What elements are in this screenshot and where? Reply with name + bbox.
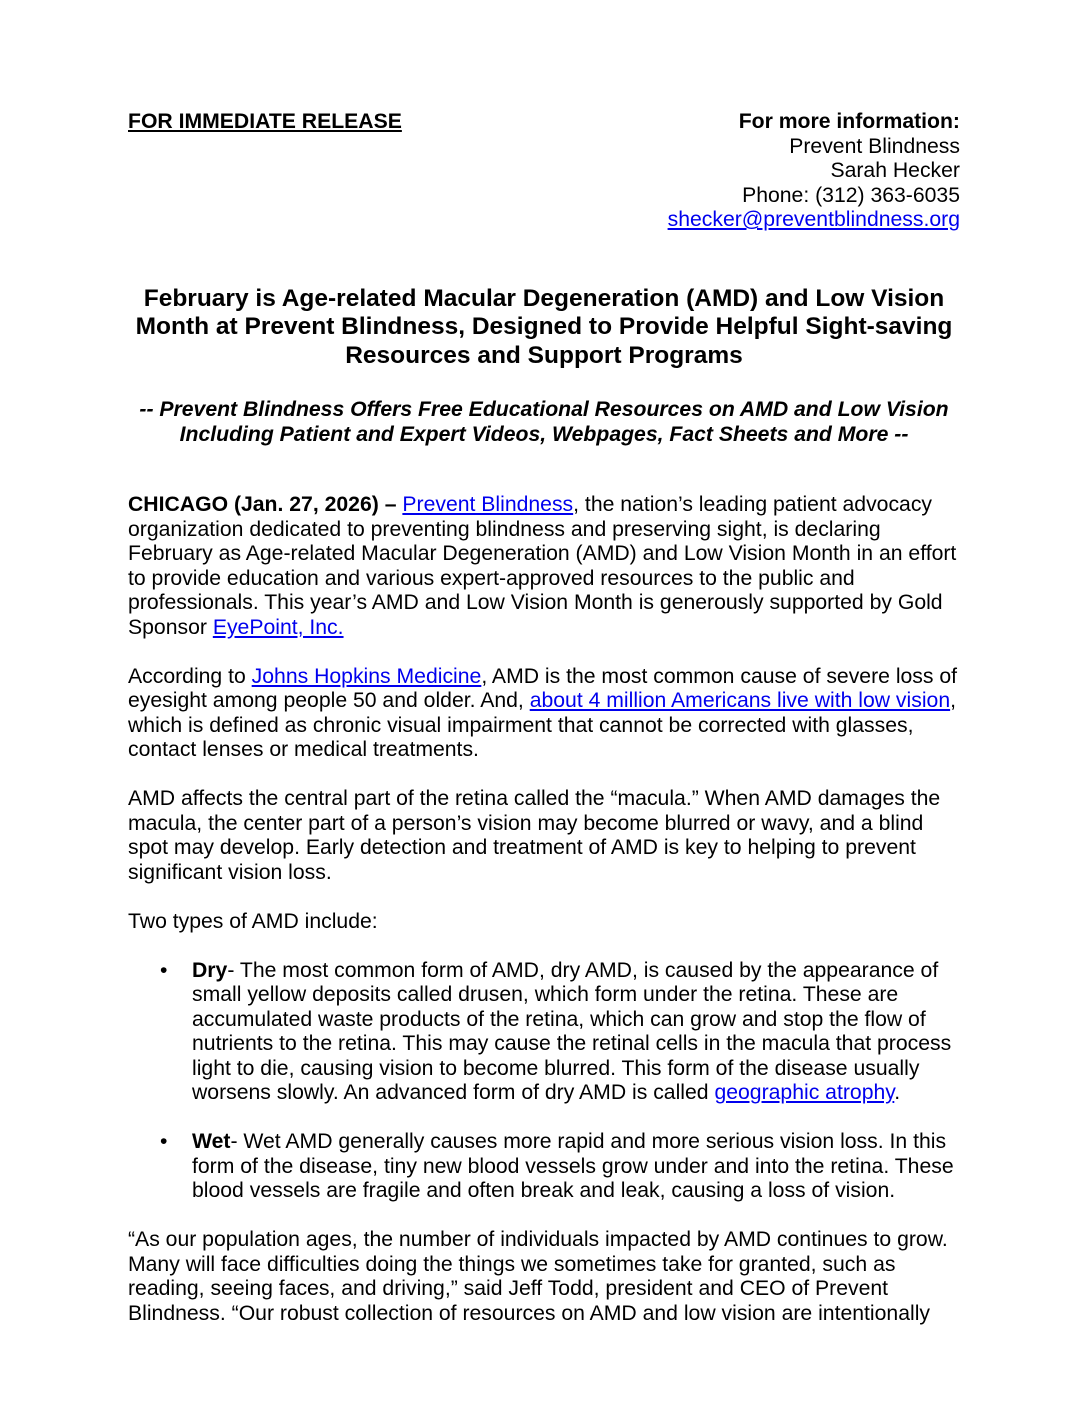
- page-subtitle: [128, 398, 960, 447]
- prevent-blindness-link[interactable]: Prevent Blindness: [402, 493, 574, 517]
- contact-org: Prevent Blindness: [789, 134, 960, 158]
- page-subtitle-line: -- Prevent Blindness Offers Free Educational Resources on AMD and Low Vision: [139, 398, 949, 422]
- contact-heading: For more information:: [738, 110, 960, 133]
- text-segment: Dry: [192, 958, 228, 982]
- text-segment: According to: [128, 664, 252, 688]
- paragraph-according-to: [128, 665, 960, 763]
- paragraph-amd-affects: AMD affects the central part of the retina called the “macula.” When AMD damages the macula, the center part of a person’s vision may become blurred or wavy, and a blind spot may develop. Early detection and treatment of AMD is key to helping to prevent significant vision loss.: [128, 787, 941, 884]
- release-label: FOR IMMEDIATE RELEASE: [128, 110, 402, 133]
- text-segment: , the nation’s leading patient advocacy organization dedicated to preventing blindness and preserving sight, is declaring February as Age-related Macular Degeneration (AMD) and Low Vision Month in an effort to provide education and various expert-approved resources to the public and professionals. This year’s AMD and Low Vision Month is generously supported by Gold Sponsor: [128, 493, 957, 639]
- list-item-wet: [128, 1130, 960, 1204]
- johns-hopkins-link[interactable]: Johns Hopkins Medicine: [251, 664, 482, 688]
- text-segment: , AMD is the most common cause of severe loss of eyesight among people 50 and older. And,: [128, 664, 958, 713]
- text-segment: - The most common form of AMD, dry AMD, is caused by the appearance of small yellow deposits called drusen, which form under the retina. These are accumulated waste products of the retina, which can grow and stop the flow of nutrients to the retina. This may cause the retinal cells in the macula that process light to die, causing vision to become blurred. This form of the disease usually worsens slowly. An advanced form of dry AMD is called: [192, 958, 952, 1105]
- text-segment: , which is defined as chronic visual impairment that cannot be corrected with glasses, contact lenses or medical treatments.: [128, 689, 956, 762]
- document-header: [128, 110, 960, 233]
- eyepoint-link[interactable]: EyePoint, Inc.: [212, 615, 344, 639]
- text-segment: .: [894, 1081, 901, 1105]
- page-title: [128, 285, 960, 371]
- low-vision-stat-link[interactable]: about 4 million Americans live with low vision: [529, 689, 951, 713]
- contact-name: Sarah Hecker: [830, 159, 960, 182]
- geographic-atrophy-link[interactable]: geographic atrophy: [714, 1081, 895, 1105]
- text-segment: - Wet AMD generally causes more rapid and more serious vision loss. In this form of the disease, tiny new blood vessels grow under and into the retina. These blood vessels are fragile and often break and leak, causing a loss of vision.: [192, 1130, 954, 1203]
- contact-email-line: [668, 208, 960, 233]
- amd-types-list: [128, 959, 960, 1204]
- page-title-line: February is Age-related Macular Degeneration (AMD) and Low Vision: [143, 284, 945, 312]
- body-copy: [128, 493, 960, 1326]
- contact-phone: Phone: (312) 363-6035: [742, 183, 960, 207]
- contact-email-link[interactable]: shecker@preventblindness.org: [667, 208, 960, 231]
- page-title-line: Month at Prevent Blindness, Designed to Provide Helpful Sight-saving: [135, 313, 953, 341]
- text-segment: CHICAGO (Jan. 27, 2026) –: [128, 493, 403, 517]
- text-segment: Wet: [192, 1130, 231, 1154]
- contact-block: [668, 110, 960, 233]
- page-subtitle-line: Including Patient and Expert Videos, Webpages, Fact Sheets and More --: [179, 422, 909, 446]
- paragraph-quote: “As our population ages, the number of individuals impacted by AMD continues to grow. Many will face difficulties doing the things we sometimes take for granted, such as reading, seeing faces, and driving,” said Jeff Todd, president and CEO of Prevent Blindness. “Our robust collection of resources on AMD and low vision are intentionally: [128, 1228, 948, 1325]
- paragraph-chicago-dateline: [128, 493, 960, 640]
- page-title-line: Resources and Support Programs: [345, 341, 743, 369]
- list-item-dry: [128, 959, 960, 1106]
- two-types-label: Two types of AMD include:: [128, 909, 378, 933]
